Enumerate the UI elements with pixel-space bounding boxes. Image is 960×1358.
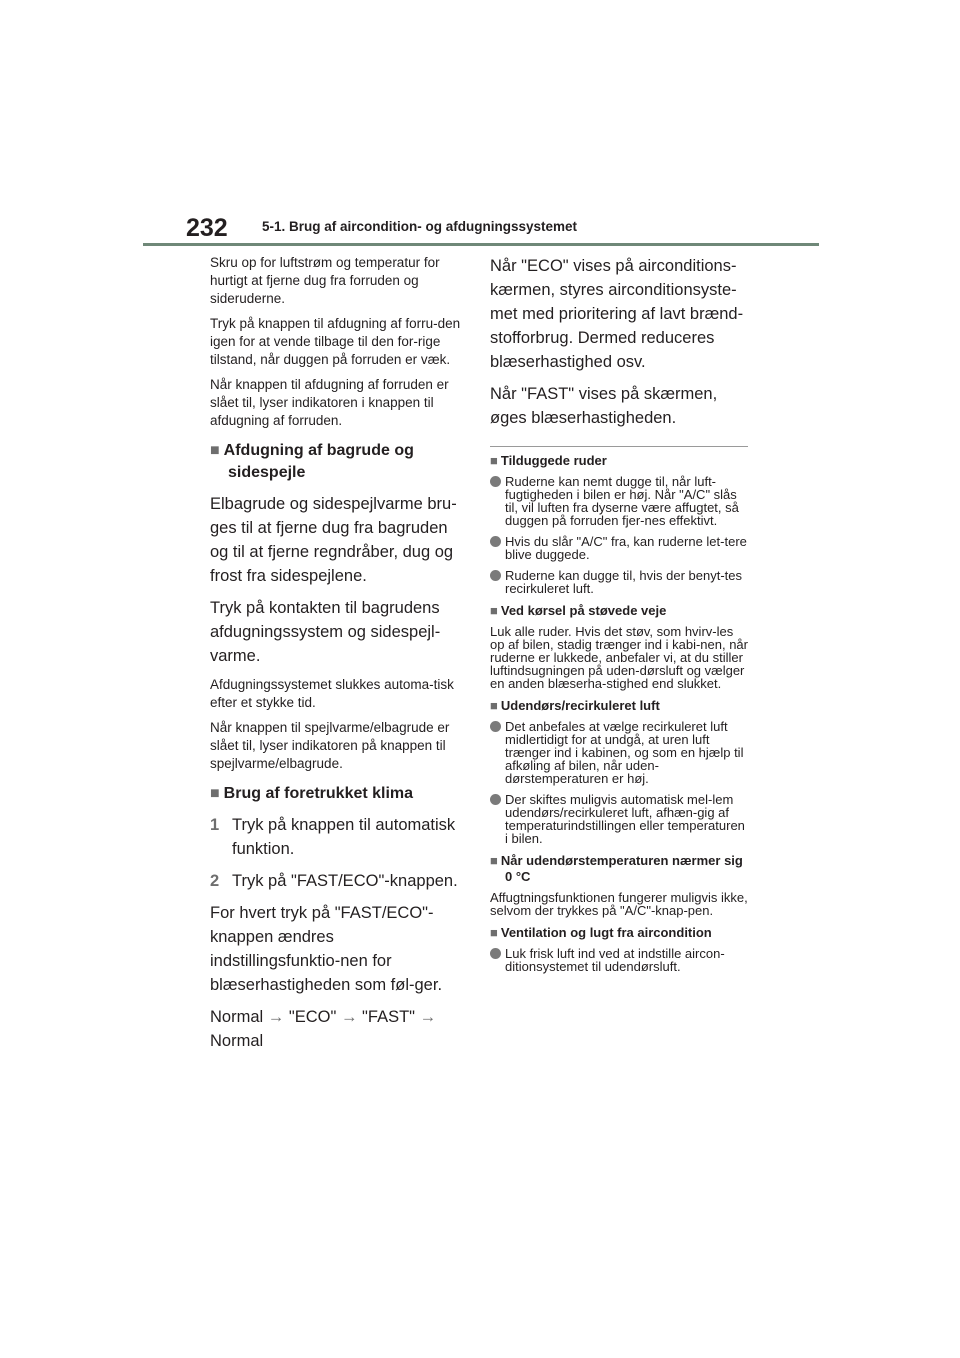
right-column — [490, 254, 750, 981]
step-item — [210, 813, 464, 861]
square-bullet-icon: ■ — [490, 453, 498, 468]
note-bullet — [490, 569, 750, 595]
heading-text: Afdugning af bagrude og sidespejle — [223, 442, 414, 481]
paragraph: Afdugningssystemet slukkes automa-tisk efter et stykke tid. — [210, 677, 454, 710]
square-bullet-icon: ■ — [210, 442, 220, 459]
paragraph: Skru op for luftstrøm og temperatur for hurtigt at fjerne dug fra forruden og sideruderne. — [210, 255, 440, 306]
square-bullet-icon: ■ — [490, 603, 498, 618]
paragraph: Når "FAST" vises på skærmen, øges blæserhastigheden. — [490, 385, 718, 427]
square-bullet-icon: ■ — [210, 785, 220, 802]
note-bullet — [490, 535, 750, 561]
mode-eco: "ECO" — [288, 1008, 337, 1026]
paragraph: For hvert tryk på "FAST/ECO"-knappen ændres indstillingsfunktio-nen for blæserhastigheden som føl-ger. — [210, 904, 443, 994]
note-bullet — [490, 720, 750, 785]
mode-sequence — [210, 1005, 464, 1053]
note-bullet — [490, 947, 750, 973]
note-heading — [490, 698, 750, 714]
note-heading — [490, 603, 750, 619]
left-column — [210, 254, 464, 1061]
note-heading-text: Når udendørstemperaturen nærmer sig 0 °C — [500, 853, 743, 884]
circle-bullet-icon — [490, 536, 501, 547]
circle-bullet-icon — [490, 721, 501, 732]
arrow-right-icon: → — [267, 1008, 285, 1026]
note-bullet — [490, 475, 750, 527]
note-text: Luk alle ruder. Hvis det støv, som hvirv-les op af bilen, stadig trænger ind i kabi-nen, når ruderne er lukkede, anbefaler vi, at du stiller luftindsugningen på uden-dørsluft og vælger en anden blæserha-stighed end slukket. — [490, 624, 748, 691]
mode-normal: Normal — [210, 1008, 264, 1026]
bullet-text: Det anbefales at vælge recirkuleret luft midlertidigt for at undgå, at uren luft trænger ind i kabinen, og som en hjælp til afkøling af bilen, når uden-dørstemperaturen er høj. — [505, 719, 744, 786]
paragraph: Tryk på kontakten til bagrudens afdugningssystem og sidespejl-varme. — [210, 599, 441, 665]
section-heading — [210, 783, 464, 805]
step-item — [210, 869, 464, 893]
note-bullet — [490, 793, 750, 845]
circle-bullet-icon — [490, 794, 501, 805]
circle-bullet-icon — [490, 476, 501, 487]
circle-bullet-icon — [490, 948, 501, 959]
heading-text: Brug af foretrukket klima — [223, 785, 414, 802]
step-text: Tryk på "FAST/ECO"-knappen. — [232, 872, 458, 890]
notes-divider — [490, 446, 748, 447]
section-heading — [210, 440, 464, 484]
note-heading — [490, 925, 750, 941]
note-heading — [490, 453, 750, 469]
paragraph: Når knappen til spejlvarme/elbagrude er slået til, lyser indikatoren på knappen til spejlvarme/elbagrude. — [210, 720, 450, 771]
note-heading-text: Tilduggede ruder — [500, 453, 607, 468]
bullet-text: Ruderne kan dugge til, hvis der benyt-tes recirkuleret luft. — [505, 568, 743, 596]
page-header — [0, 0, 960, 250]
section-title: 5-1. Brug af aircondition- og afdugningssystemet — [262, 219, 578, 234]
header-divider — [143, 243, 819, 246]
note-heading-text: Ved kørsel på støvede veje — [500, 603, 667, 618]
note-heading-text: Udendørs/recirkuleret luft — [500, 698, 660, 713]
page-number: 232 — [186, 214, 228, 242]
step-text: Tryk på knappen til automatisk funktion. — [232, 816, 456, 858]
arrow-right-icon: → — [419, 1008, 437, 1026]
square-bullet-icon: ■ — [490, 925, 498, 940]
step-number: 2 — [210, 872, 220, 890]
bullet-text: Luk frisk luft ind ved at indstille aircon-ditionsystemet til udendørsluft. — [505, 946, 725, 974]
paragraph: Elbagrude og sidespejlvarme bru-ges til at fjerne dug fra bagruden og til at fjerne regndråber, dug og frost fra sidespejlene. — [210, 495, 457, 585]
mode-normal: Normal — [210, 1032, 264, 1050]
paragraph: Når "ECO" vises på airconditions-kærmen, styres airconditionsyste-met med prioritering af lavt brænd-stofforbrug. Dermed reduceres blæserhastighed osv. — [490, 257, 744, 371]
mode-fast: "FAST" — [362, 1008, 416, 1026]
square-bullet-icon: ■ — [490, 698, 498, 713]
step-number: 1 — [210, 816, 220, 834]
arrow-right-icon: → — [340, 1008, 358, 1026]
paragraph: Når knappen til afdugning af forruden er slået til, lyser indikatoren i knappen til afdugning af forruden. — [210, 377, 449, 428]
bullet-text: Der skiftes muligvis automatisk mel-lem udendørs/recirkuleret luft, afhæn-gig af temperaturindstillingen eller temperaturen i bilen. — [505, 792, 745, 846]
bullet-text: Ruderne kan nemt dugge til, når luft-fugtigheden i bilen er høj. Når "A/C" slås til, vil luften fra dyserne være affugtet, så duggen på forruden fjer-nes effektivt. — [505, 474, 739, 528]
circle-bullet-icon — [490, 570, 501, 581]
square-bullet-icon: ■ — [490, 853, 498, 868]
bullet-text: Hvis du slår "A/C" fra, kan ruderne let-tere blive duggede. — [505, 534, 747, 562]
note-heading — [490, 853, 750, 885]
note-text: Affugtningsfunktionen fungerer muligvis ikke, selvom der trykkes på "A/C"-knap-pen. — [490, 890, 748, 918]
note-heading-text: Ventilation og lugt fra aircondition — [500, 925, 712, 940]
paragraph: Tryk på knappen til afdugning af forru-den igen for at vende tilbage til den for-rige tilstand, når duggen på forruden er væk. — [210, 316, 461, 367]
